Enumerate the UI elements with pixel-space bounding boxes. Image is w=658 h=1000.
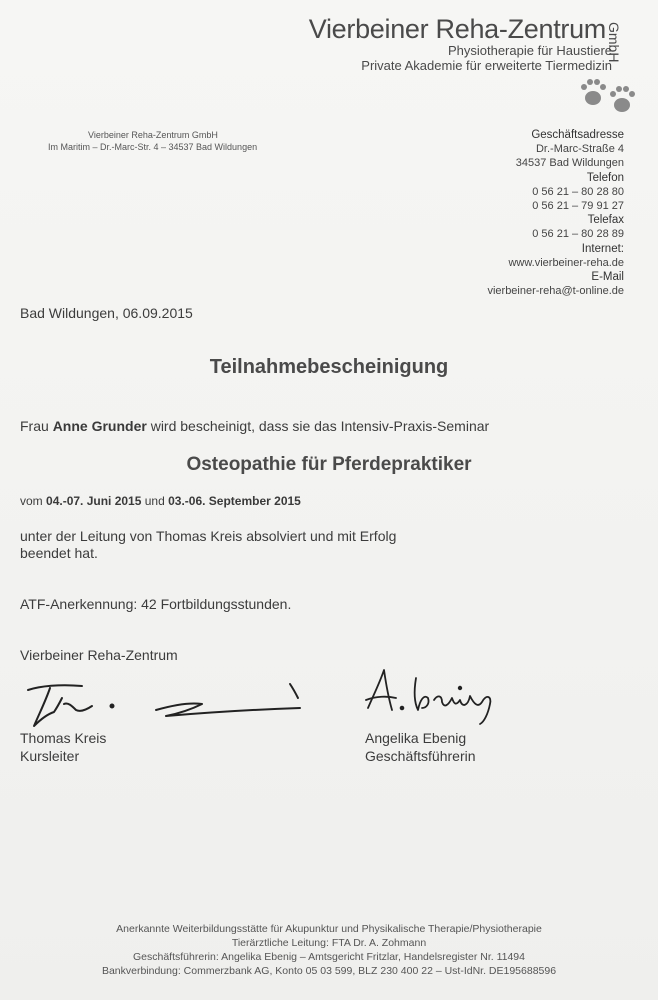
- organization-name: Vierbeiner Reha-Zentrum: [20, 647, 178, 663]
- date-range-2: 03.-06. September 2015: [168, 494, 301, 508]
- city: 34537 Bad Wildungen: [515, 157, 624, 170]
- letterhead-subtitle-2: Private Akademie für erweiterte Tiermedizin: [361, 58, 612, 73]
- contact-block: [404, 128, 624, 298]
- footer-line-1: Anerkannte Weiterbildungsstätte für Akupunktur und Physikalische Therapie/Physiotherapie: [116, 923, 542, 935]
- atf-recognition: ATF-Anerkennung: 42 Fortbildungsstunden.: [20, 596, 292, 612]
- line1-prefix: Frau: [20, 418, 53, 434]
- sender-address: Im Maritim – Dr.-Marc-Str. 4 – 34537 Bad Wildungen: [48, 142, 258, 152]
- phone-label: Telefon: [586, 171, 624, 184]
- seminar-title: Osteopathie für Pferdepraktiker: [186, 454, 472, 475]
- internet-label: Internet:: [581, 242, 624, 255]
- line1-suffix: wird bescheinigt, dass sie das Intensiv-Praxis-Seminar: [146, 418, 490, 434]
- signer-right-role: Geschäftsführerin: [365, 748, 476, 764]
- date-range-1: 04.-07. Juni 2015: [46, 494, 142, 508]
- email-label: E-Mail: [591, 271, 624, 284]
- street: Dr.-Marc-Straße 4: [535, 143, 624, 156]
- signer-left-role: Kursleiter: [20, 748, 80, 764]
- dates-prefix: vom: [20, 494, 47, 508]
- signer-right: [365, 729, 476, 765]
- completion-line: beendet hat.: [20, 545, 98, 561]
- footer: [0, 922, 658, 978]
- signer-left-name: Thomas Kreis: [20, 730, 107, 746]
- participant-name: Anne Grunder: [52, 418, 147, 434]
- dates-connector: und: [141, 494, 169, 508]
- letterhead-title: Vierbeiner Reha-Zentrum: [308, 14, 606, 44]
- seminar-dates: [20, 494, 301, 508]
- document-heading: Teilnahmebescheinigung: [209, 356, 449, 378]
- phone-1: 0 56 21 – 80 28 80: [532, 185, 624, 198]
- signature-left: [20, 676, 320, 732]
- letterhead-subtitle-1: Physiotherapie für Haustiere: [447, 43, 612, 58]
- signer-left: [20, 729, 106, 765]
- participant-line: [20, 418, 489, 434]
- email: vierbeiner-reha@t-online.de: [487, 285, 624, 298]
- letterhead-gmbh: GmbH: [606, 22, 622, 63]
- signer-right-name: Angelika Ebenig: [365, 730, 467, 746]
- signature-right: [362, 664, 502, 728]
- footer-line-3: Geschäftsführerin: Angelika Ebenig – Amtsgericht Fritzlar, Handelsregister Nr. 11494: [132, 951, 525, 963]
- website: www.vierbeiner-reha.de: [508, 256, 624, 269]
- sender-name: Vierbeiner Reha-Zentrum GmbH: [88, 130, 218, 140]
- fax-label: Telefax: [587, 214, 624, 227]
- leader-line: unter der Leitung von Thomas Kreis absolviert und mit Erfolg: [20, 528, 397, 544]
- fax: 0 56 21 – 80 28 89: [532, 228, 624, 241]
- paw-prints-logo: [578, 72, 640, 118]
- phone-2: 0 56 21 – 79 91 27: [532, 200, 624, 213]
- place-date: Bad Wildungen, 06.09.2015: [20, 305, 193, 321]
- address-label: Geschäftsadresse: [531, 129, 624, 141]
- footer-line-2: Tierärztliche Leitung: FTA Dr. A. Zohmann: [231, 937, 427, 949]
- footer-line-4: Bankverbindung: Commerzbank AG, Konto 05 03 599, BLZ 230 400 22 – Ust-IdNr. DE195688596: [101, 965, 557, 977]
